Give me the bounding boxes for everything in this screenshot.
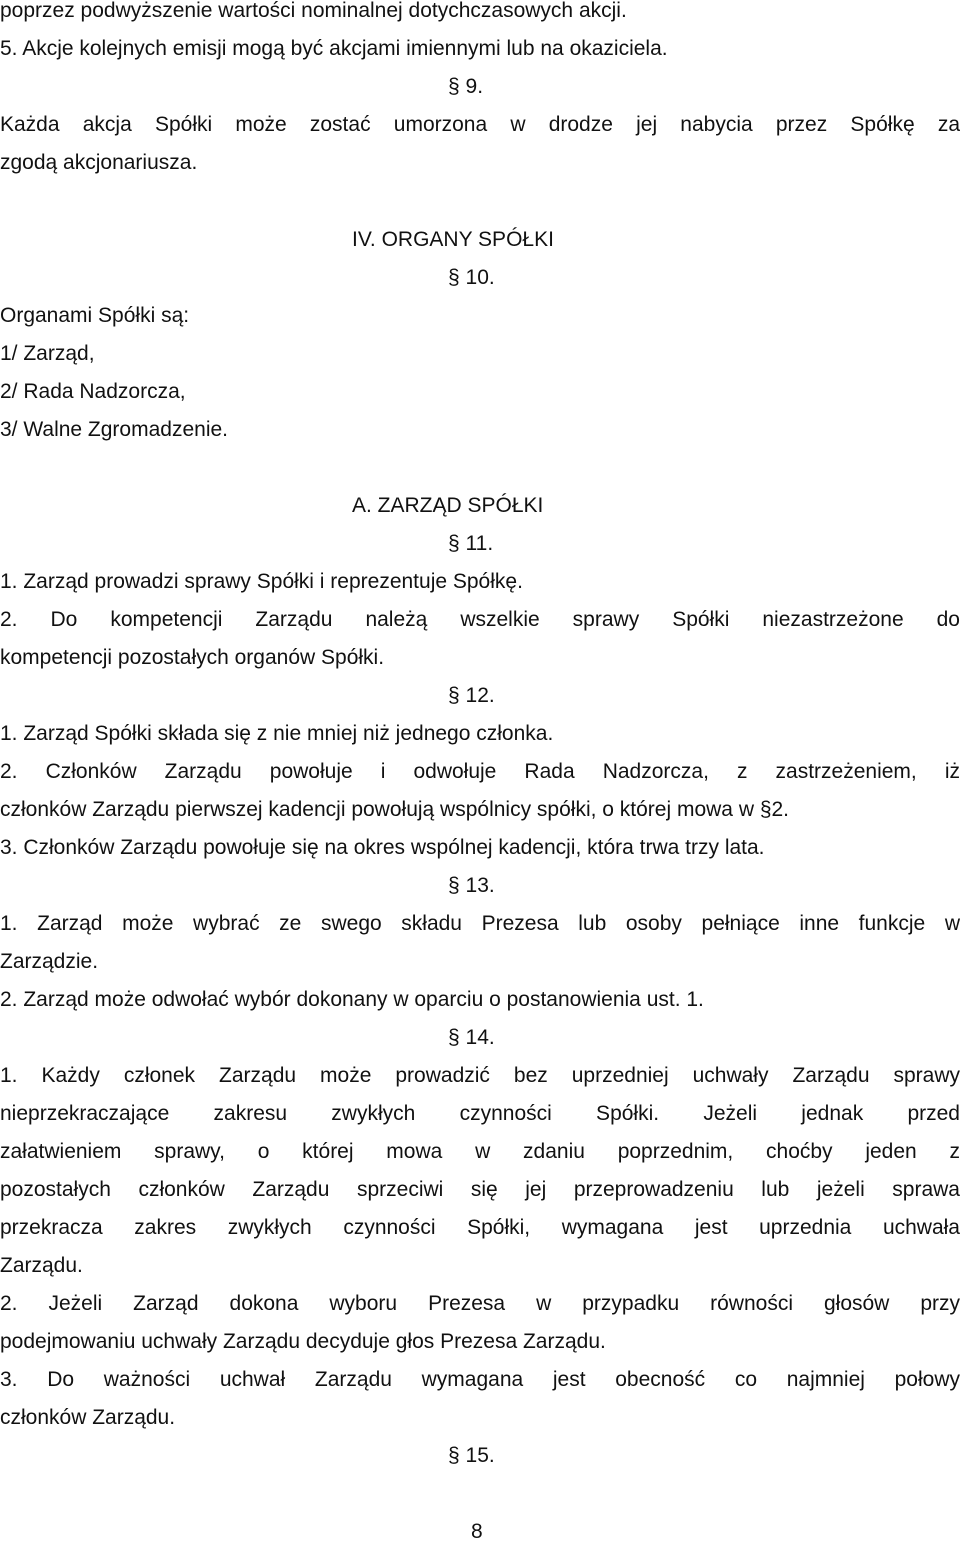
text-line: członków Zarządu pierwszej kadencji powołują wspólnicy spółki, o której mowa w §2. (0, 798, 790, 821)
text-line: 1/ Zarząd, (0, 342, 95, 365)
text-line: Zarządu. (0, 1254, 83, 1277)
chapter-heading: IV. ORGANY SPÓŁKI (352, 228, 554, 251)
text-line: Każda akcja Spółki może zostać umorzona w drodze jej nabycia przez Spółkę za (0, 113, 960, 136)
section-heading: § 10. (448, 266, 495, 289)
section-heading: § 9. (448, 75, 484, 98)
subchapter-heading: A. ZARZĄD SPÓŁKI (352, 494, 544, 517)
section-heading: § 12. (448, 684, 495, 707)
text-line: 1. Zarząd Spółki składa się z nie mniej niż jednego członka. (0, 722, 554, 745)
text-line: nieprzekraczające zakresu zwykłych czynności Spółki. Jeżeli jednak przed (0, 1102, 960, 1125)
text-line: pozostałych członków Zarządu sprzeciwi się jej przeprowadzeniu lub jeżeli sprawa (0, 1178, 960, 1201)
text-line: 1. Zarząd prowadzi sprawy Spółki i reprezentuje Spółkę. (0, 570, 523, 593)
text-line: 2. Do kompetencji Zarządu należą wszelkie sprawy Spółki niezastrzeżone do (0, 608, 960, 631)
section-heading: § 13. (448, 874, 495, 897)
section-heading: § 14. (448, 1026, 495, 1049)
text-line: 2. Jeżeli Zarząd dokona wyboru Prezesa w przypadku równości głosów przy (0, 1292, 960, 1315)
text-line: 3/ Walne Zgromadzenie. (0, 418, 228, 441)
text-line: 3. Do ważności uchwał Zarządu wymagana jest obecność co najmniej połowy (0, 1368, 960, 1391)
text-line: 5. Akcje kolejnych emisji mogą być akcjami imiennymi lub na okaziciela. (0, 37, 668, 60)
text-line: Organami Spółki są: (0, 304, 190, 327)
text-line: Zarządzie. (0, 950, 99, 973)
text-line: załatwieniem sprawy, o której mowa w zdaniu poprzednim, choćby jeden z (0, 1140, 960, 1163)
section-heading: § 11. (448, 532, 494, 555)
text-line: 2/ Rada Nadzorcza, (0, 380, 186, 403)
text-line: 1. Zarząd może wybrać ze swego składu Prezesa lub osoby pełniące inne funkcje w (0, 912, 960, 935)
text-line: kompetencji pozostałych organów Spółki. (0, 646, 385, 669)
text-line: 3. Członków Zarządu powołuje się na okres wspólnej kadencji, która trwa trzy lata. (0, 836, 765, 859)
text-line: przekracza zakres zwykłych czynności Spółki, wymagana jest uprzednia uchwała (0, 1216, 960, 1239)
text-line: członków Zarządu. (0, 1406, 176, 1429)
text-line: 2. Członków Zarządu powołuje i odwołuje Rada Nadzorcza, z zastrzeżeniem, iż (0, 760, 960, 783)
text-line: 1. Każdy członek Zarządu może prowadzić bez uprzedniej uchwały Zarządu sprawy (0, 1064, 960, 1087)
text-line: 2. Zarząd może odwołać wybór dokonany w oparciu o postanowienia ust. 1. (0, 988, 704, 1011)
text-line: poprzez podwyższenie wartości nominalnej dotychczasowych akcji. (0, 0, 627, 22)
page-number: 8 (471, 1520, 483, 1543)
section-heading: § 15. (448, 1444, 495, 1467)
text-line: zgodą akcjonariusza. (0, 151, 198, 174)
text-line: podejmowaniu uchwały Zarządu decyduje głos Prezesa Zarządu. (0, 1330, 606, 1353)
